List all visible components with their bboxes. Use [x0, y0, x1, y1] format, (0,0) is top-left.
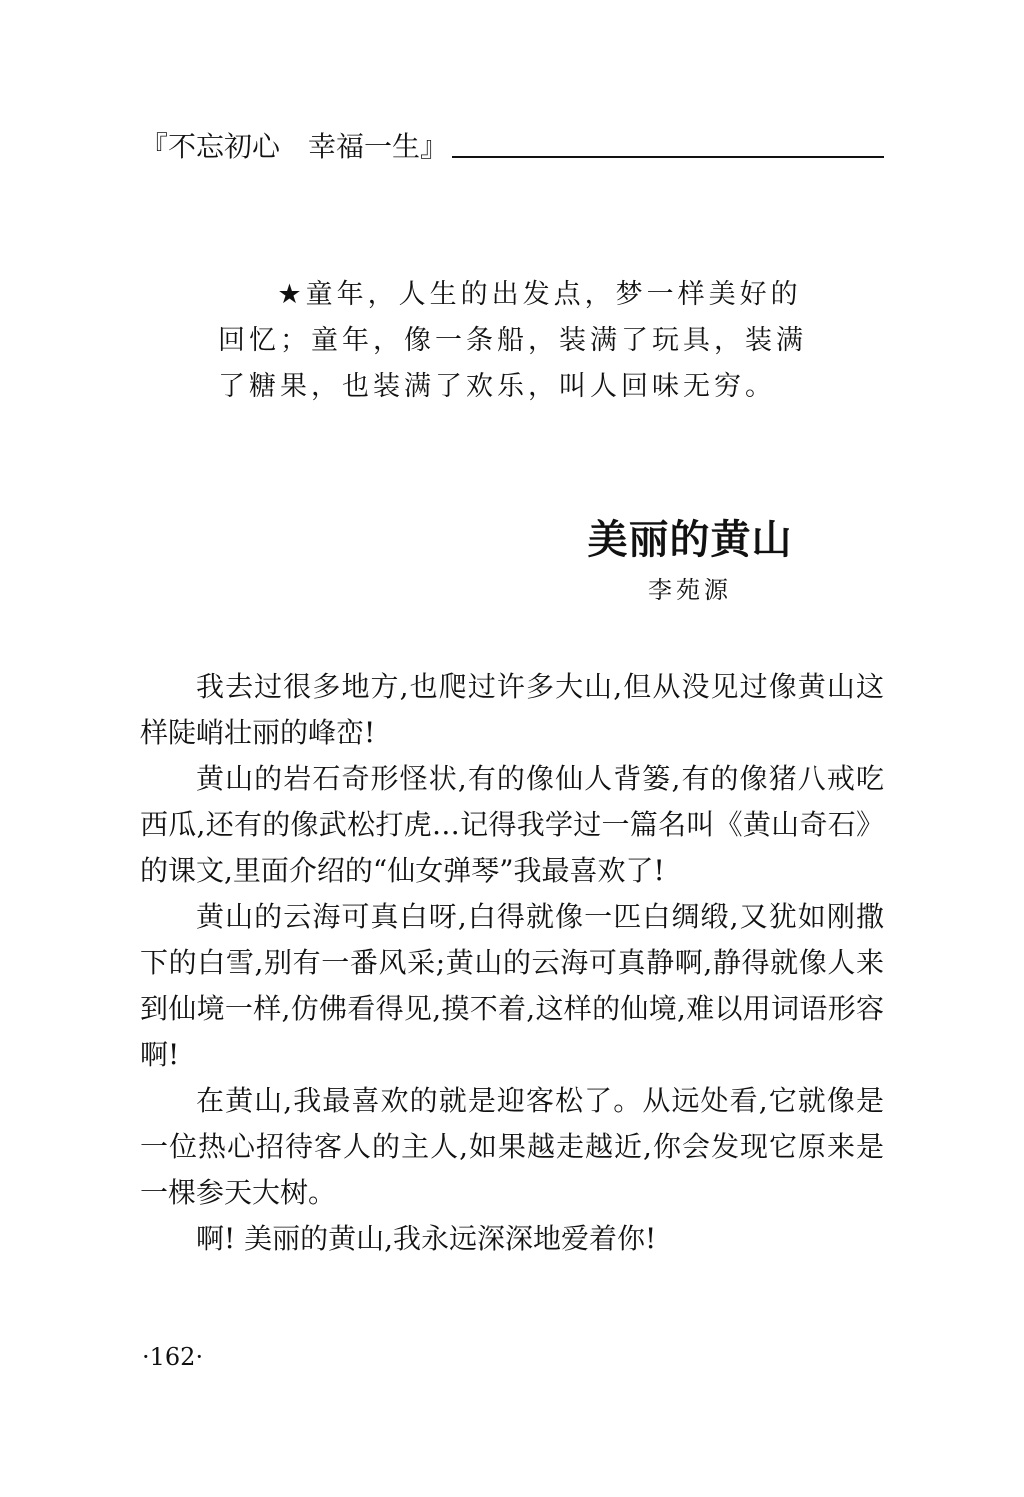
- page-number: ·162·: [142, 1343, 204, 1371]
- article-body: [140, 664, 884, 1262]
- article-author: 李苑源: [648, 576, 732, 604]
- body-paragraph: 黄山的岩石奇形怪状,有的像仙人背篓,有的像猪八戒吃西瓜,还有的像武松打虎…记得我学过一篇名叫《黄山奇石》的课文,里面介绍的“仙女弹琴”我最喜欢了!: [140, 762, 884, 887]
- epigraph-text: ★童年，人生的出发点，梦一样美好的回忆；童年，像一条船，装满了玩具，装满了糖果，也装满了欢乐，叫人回味无穷。: [218, 279, 807, 402]
- epigraph: [218, 272, 818, 410]
- body-paragraph: 我去过很多地方,也爬过许多大山,但从没见过像黄山这样陡峭壮丽的峰峦!: [140, 670, 884, 749]
- body-paragraph: 黄山的云海可真白呀,白得就像一匹白绸缎,又犹如刚撒下的白雪,别有一番风采;黄山的云海可真静啊,静得就像人来到仙境一样,仿佛看得见,摸不着,这样的仙境,难以用词语形容啊!: [140, 900, 884, 1071]
- header-rule: [452, 156, 884, 158]
- body-paragraph: 啊! 美丽的黄山,我永远深深地爱着你!: [196, 1222, 657, 1255]
- article-title: 美丽的黄山: [587, 516, 793, 563]
- running-header-title: 『不忘初心 幸福一生』: [140, 130, 449, 163]
- body-paragraph: 在黄山,我最喜欢的就是迎客松了。从远处看,它就像是一位热心招待客人的主人,如果越走越近,你会发现它原来是一棵参天大树。: [140, 1084, 884, 1209]
- running-header: [140, 124, 884, 164]
